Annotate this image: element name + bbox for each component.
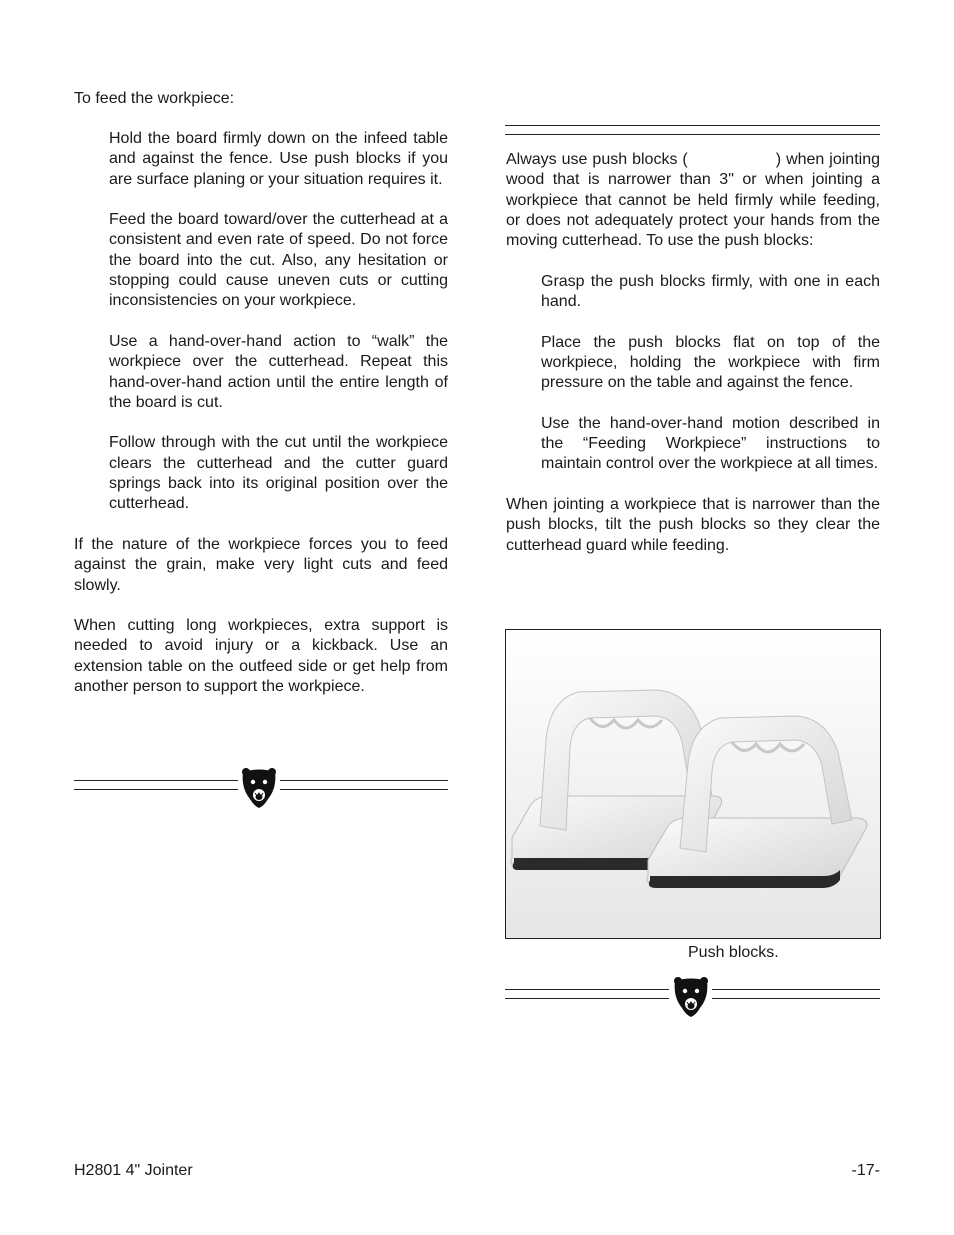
divider-line — [505, 998, 669, 999]
feed-step-4: Follow through with the cut until the workpiece clears the cutterhead and the cutter guard springs back into its original position over the cutterhead. — [109, 434, 448, 513]
feed-intro: To feed the workpiece: — [74, 90, 235, 107]
divider-line — [712, 989, 880, 990]
divider-line — [280, 789, 448, 790]
push-block-intro — [506, 150, 880, 251]
divider-line — [505, 989, 669, 990]
footer-title: H2801 4" Jointer — [74, 1162, 193, 1179]
push-blocks-figure — [505, 629, 881, 939]
divider-line — [712, 998, 880, 999]
right-column — [506, 150, 880, 556]
figure-caption: Push blocks. — [688, 944, 779, 961]
push-step-3: Use the hand-over-hand motion described in the “Feeding Workpiece” instructions to maintain control over the workpiece at all times. — [541, 414, 880, 473]
divider-line — [74, 789, 238, 790]
section-top-rule — [505, 134, 880, 135]
divider-line — [280, 780, 448, 781]
push-step-2: Place the push blocks flat on top of the workpiece, holding the workpiece with firm pressure on the table and against the fence. — [541, 333, 880, 392]
push-block-intro-start: Always use push blocks ( — [506, 151, 688, 168]
left-column — [74, 129, 448, 697]
against-grain-paragraph: If the nature of the workpiece forces you to feed against the grain, make very light cuts and feed slowly. — [74, 535, 448, 594]
feed-step-1: Hold the board firmly down on the infeed table and against the fence. Use push blocks if you are surface planing or your situation requires it. — [109, 130, 448, 188]
push-step-1: Grasp the push blocks firmly, with one in each hand. — [541, 272, 880, 311]
narrow-workpiece-paragraph: When jointing a workpiece that is narrower than the push blocks, tilt the push blocks so they clear the cutterhead guard while feeding. — [506, 496, 880, 554]
feed-step-3: Use a hand-over-hand action to “walk” the workpiece over the cutterhead. Repeat this hand-over-hand action until the entire length of the board is cut. — [109, 332, 448, 411]
push-blocks-illustration — [506, 630, 880, 938]
section-top-rule — [505, 125, 880, 126]
divider-line — [74, 780, 238, 781]
page-number: -17- — [851, 1162, 880, 1179]
bear-head-icon — [672, 975, 710, 1019]
long-workpiece-paragraph: When cutting long workpieces, extra support is needed to avoid injury or a kickback. Use an extension table on the outfeed side or get help from another person to support the workpiece. — [74, 617, 448, 696]
bear-head-icon — [240, 766, 278, 810]
push-block-intro-end: ) when jointing wood that is narrower than 3" or when jointing a workpiece that cannot be held firmly while feeding, or does not adequately protect your hands from the moving cutterhead. To use the push blocks: — [506, 151, 880, 250]
feed-step-2: Feed the board toward/over the cutterhead at a consistent and even rate of speed. Do not force the board into the cut. Also, any hesitation or stopping could cause uneven cuts or cutting inconsistencies on your workpiece. — [109, 211, 448, 310]
